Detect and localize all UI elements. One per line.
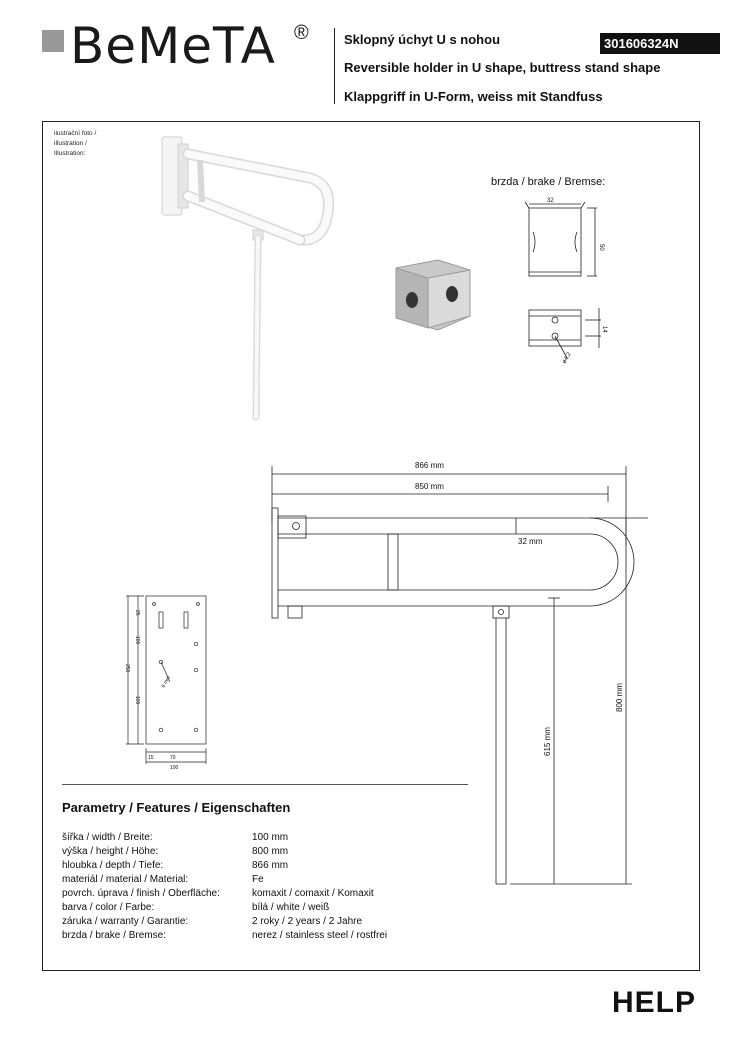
title-de: Klappgriff in U-Form, weiss mit Standfuss	[344, 89, 603, 104]
plate-dim-between: 70	[170, 755, 176, 761]
logo-square	[42, 30, 64, 52]
illustration-label	[54, 129, 96, 159]
dim-tube: 32 mm	[518, 537, 543, 546]
spec-label-brake: brzda / brake / Bremse:	[62, 930, 166, 941]
spec-value-material: Fe	[252, 874, 264, 885]
brake-hole-label: ø4,2	[561, 351, 573, 365]
spec-label-height: výška / height / Höhe:	[62, 846, 159, 857]
features-divider	[62, 784, 468, 785]
spec-value-color: bílá / white / weiß	[252, 902, 330, 913]
brand-logo: BeMeTA	[70, 17, 276, 75]
spec-label-finish: povrch. úprava / finish / Oberfläche:	[62, 888, 220, 899]
plate-hole-label: 6 mm	[160, 675, 172, 689]
brake-photo	[388, 258, 478, 338]
illustration-label-de: Illustration:	[54, 150, 86, 157]
main-technical-drawing	[260, 456, 660, 886]
spec-label-depth: hloubka / depth / Tiefe:	[62, 860, 164, 871]
brake-depth-label: 14	[601, 326, 607, 333]
plate-dim-width: 100	[170, 765, 179, 770]
features-title: Parametry / Features / Eigenschaften	[62, 800, 291, 815]
spec-label-warranty: záruka / warranty / Garantie:	[62, 916, 189, 927]
spec-value-depth: 866 mm	[252, 860, 289, 871]
dim-bar-length: 850 mm	[415, 482, 444, 491]
product-code: 301606324N	[600, 33, 720, 54]
spec-value-width: 100 mm	[252, 832, 289, 843]
plate-dim-lower: 100	[134, 696, 140, 705]
registered-mark: ®	[294, 22, 309, 44]
illustration-label-cz: ilustrační foto /	[54, 130, 97, 137]
plate-dim-left: 15	[148, 755, 154, 761]
product-photo	[150, 132, 340, 432]
spec-label-material: materiál / material / Material:	[62, 874, 189, 885]
series-name: HELP	[612, 986, 697, 1019]
spec-value-brake: nerez / stainless steel / rostfrei	[252, 930, 388, 941]
spec-value-height: 800 mm	[252, 846, 289, 857]
illustration-label-en: illustration /	[54, 140, 87, 147]
brake-title: brzda / brake / Bremse:	[491, 176, 606, 188]
title-cz: Sklopný úchyt U s nohou	[344, 32, 501, 47]
plate-dim-top: 25	[134, 610, 140, 616]
plate-dim-total: 250	[124, 664, 130, 673]
spec-value-finish: komaxit / comaxit / Komaxit	[252, 888, 374, 899]
dim-leg: 615 mm	[543, 727, 552, 756]
brake-height-label: 50	[598, 244, 604, 251]
plate-dim-upper: 100	[134, 636, 140, 645]
spec-label-color: barva / color / Farbe:	[62, 902, 155, 913]
wall-plate-drawing	[118, 584, 218, 770]
brake-width-label: 32	[547, 198, 554, 204]
spec-label-width: šířka / width / Breite:	[62, 832, 153, 843]
dim-height: 800 mm	[615, 683, 624, 712]
spec-value-warranty: 2 roky / 2 years / 2 Jahre	[252, 916, 363, 927]
brake-drawing	[515, 192, 625, 372]
dim-overall-length: 866 mm	[415, 461, 444, 470]
title-en: Reversible holder in U shape, buttress stand shape	[344, 60, 661, 75]
header-divider	[334, 28, 335, 104]
